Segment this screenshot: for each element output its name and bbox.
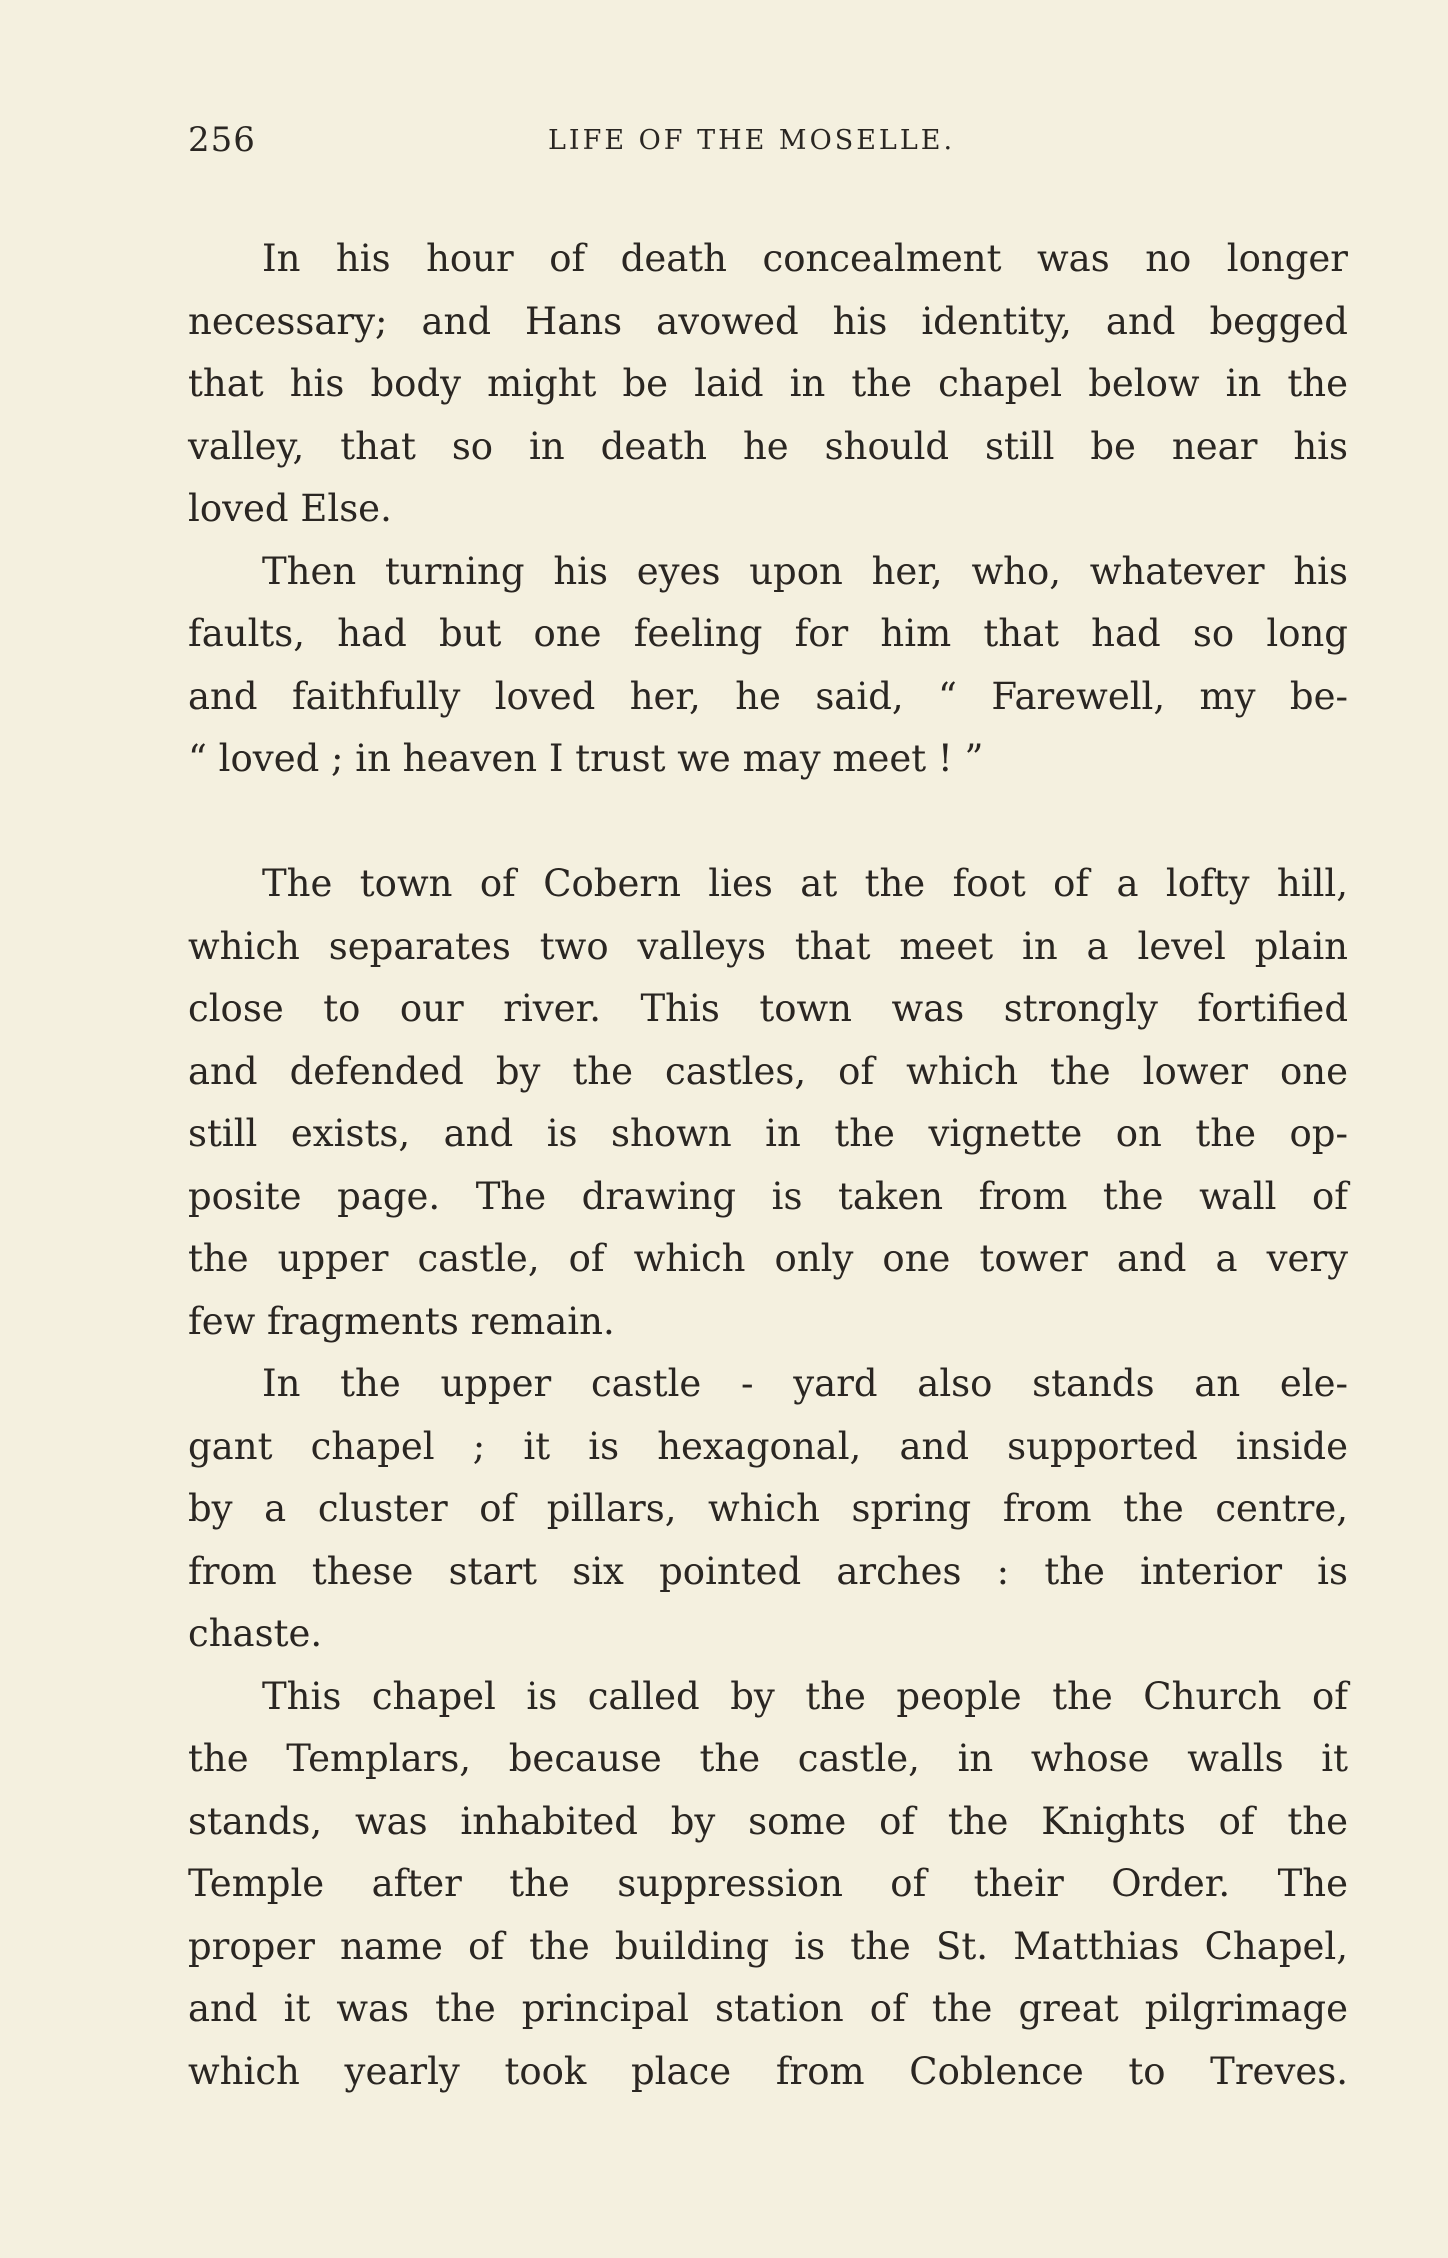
text-line: proper name of the building is the St. Matthias Chapel, (188, 1924, 1348, 1968)
text-line: faults, had but one feeling for him that had so long (188, 612, 1348, 655)
text-line: that his body might be laid in the chapel below in the (188, 362, 1348, 405)
running-title: LIFE OF THE MOSELLE. (548, 125, 956, 156)
text-line: by a cluster of pillars, which spring from the centre, (188, 1487, 1348, 1530)
running-head (188, 120, 1348, 170)
text-line: gant chapel ; it is hexagonal, and supported inside (188, 1424, 1348, 1468)
paragraph-death-of-hans (188, 228, 1348, 541)
text-line: stands, was inhabited by some of the Knights of the (188, 1799, 1348, 1843)
paragraph-farewell (188, 541, 1348, 791)
section-break (188, 791, 1348, 854)
text-line: necessary; and Hans avowed his identity, and begged (188, 299, 1348, 343)
text-line: close to our river. This town was strongly fortified (188, 987, 1348, 1030)
text-line: chaste. (188, 1612, 323, 1655)
text-line: In the upper castle - yard also stands an ele- (262, 1362, 1348, 1405)
text-line: The town of Cobern lies at the foot of a lofty hill, (262, 862, 1348, 905)
text-line: This chapel is called by the people the Church of (262, 1674, 1348, 1718)
paragraph-upper-castle-chapel (188, 1353, 1348, 1666)
text-line: the Templars, because the castle, in whose walls it (188, 1737, 1348, 1780)
text-line: which separates two valleys that meet in a level plain (188, 924, 1348, 968)
text-line: the upper castle, of which only one tower and a very (188, 1237, 1348, 1280)
text-line: valley, that so in death he should still be near his (188, 424, 1348, 468)
book-page (188, 120, 1348, 2103)
text-line: and it was the principal station of the great pilgrimage (188, 1987, 1348, 2030)
text-line: “ loved ; in heaven I trust we may meet ! ” (188, 737, 984, 780)
text-line: In his hour of death concealment was no longer (262, 237, 1348, 280)
paragraph-church-of-templars (188, 1666, 1348, 2104)
text-line: Then turning his eyes upon her, who, whatever his (262, 549, 1348, 593)
text-line: which yearly took place from Coblence to Treves. (188, 2049, 1348, 2093)
text-line: and faithfully loved her, he said, “ Farewell, my be- (188, 674, 1348, 718)
paragraph-town-of-cobern (188, 853, 1348, 1353)
text-line: few fragments remain. (188, 1299, 615, 1343)
text-line: from these start six pointed arches : the interior is (188, 1549, 1348, 1593)
text-line: Temple after the suppression of their Order. The (188, 1862, 1348, 1905)
body-text (188, 228, 1348, 2103)
page-number: 256 (188, 120, 256, 160)
text-line: still exists, and is shown in the vignette on the op- (188, 1112, 1348, 1155)
text-line: and defended by the castles, of which the lower one (188, 1049, 1348, 1093)
text-line: posite page. The drawing is taken from the wall of (188, 1174, 1348, 1218)
text-line: loved Else. (188, 487, 392, 530)
